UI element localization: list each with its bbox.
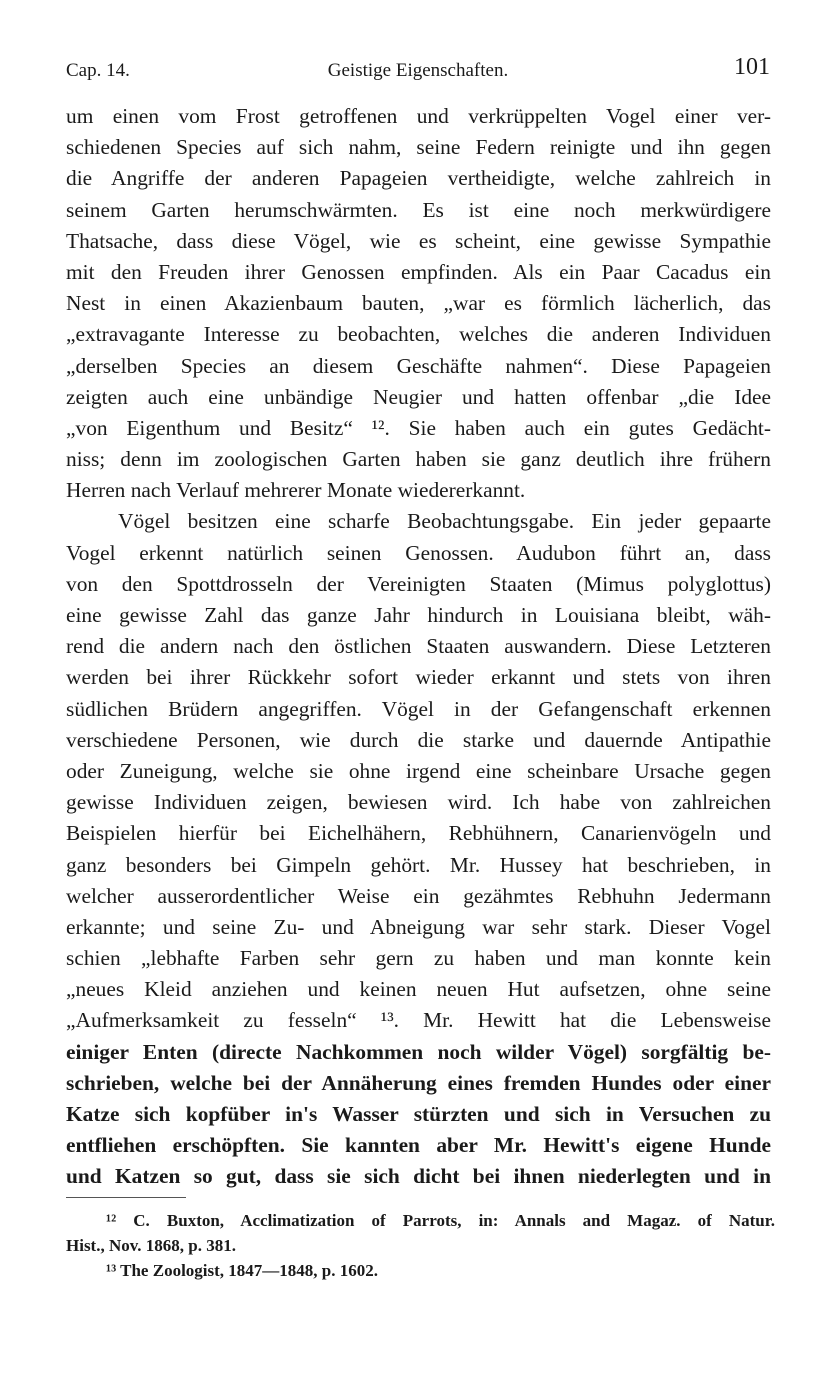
footnote-13: ¹³ The Zoologist, 1847—1848, p. 1602. [106,1261,378,1280]
text-line: Beispielen hierfür bei Eichelhähern, Rebhühnern, Canarienvögeln und [66,821,771,846]
text-line: und Katzen so gut, dass sie sich dicht bei ihnen niederlegten und in [66,1164,771,1189]
text-line: schien „lebhafte Farben sehr gern zu haben und man konnte kein [66,946,771,971]
text-line: zeigten auch eine unbändige Neugier und hatten offenbar „die Idee [66,384,771,409]
text-line: eine gewisse Zahl das ganze Jahr hindurch in Louisiana bleibt, wäh- [66,603,771,627]
chapter-label: Cap. 14. [66,60,130,81]
footnote-divider [66,1197,186,1198]
text-line: gewisse Individuen zeigen, bewiesen wird. Ich habe von zahlreichen [66,790,771,815]
footnotes [66,1208,775,1283]
text-line: Vögel besitzen eine scharfe Beobachtungsgabe. Ein jeder gepaarte [118,509,771,534]
text-line: mit den Freuden ihrer Genossen empfinden. Als ein Paar Cacadus ein [66,259,771,284]
text-line: oder Zuneigung, welche sie ohne irgend eine scheinbare Ursache gegen [66,758,771,783]
text-line: niss; denn im zoologischen Garten haben sie ganz deutlich ihre frühern [66,447,771,472]
text-line: schiedenen Species auf sich nahm, seine Federn reinigte und ihn gegen [66,135,771,160]
text-line: ganz besonders bei Gimpeln gehört. Mr. Hussey hat beschrieben, in [66,852,771,877]
text-line: erkannte; und seine Zu- und Abneigung war sehr stark. Dieser Vogel [66,914,771,939]
text-line: „Aufmerksamkeit zu fesseln“ ¹³. Mr. Hewitt hat die Lebensweise [66,1008,771,1033]
text-line: Katze sich kopfüber in's Wasser stürzten und sich in Versuchen zu [66,1102,771,1126]
running-title: Geistige Eigenschaften. [327,60,509,81]
footnote-12: ¹² C. Buxton, Acclimatization of Parrots, in: Annals and Magaz. of Natur. [106,1211,775,1230]
text-line: werden bei ihrer Rückkehr sofort wieder erkannt und stets von ihren [66,665,771,690]
text-line: „derselben Species an diesem Geschäfte nahmen“. Diese Papageien [66,353,771,378]
footnote-12-continued: Hist., Nov. 1868, p. 381. [66,1236,237,1255]
text-line: welcher ausserordentlicher Weise ein gezähmtes Rebhuhn Jedermann [66,883,771,908]
text-line: „neues Kleid anziehen und keinen neuen Hut aufsetzen, ohne seine [66,977,771,1002]
text-line: schrieben, welche bei der Annäherung eines fremden Hundes oder einer [66,1070,771,1095]
text-line: Nest in einen Akazienbaum bauten, „war es förmlich lächerlich, das [66,291,771,316]
text-line: Thatsache, dass diese Vögel, wie es scheint, eine gewisse Sympathie [66,228,771,253]
text-line: um einen vom Frost getroffenen und verkrüppelten Vogel einer ver- [66,104,771,128]
text-line: von den Spottdrosseln der Vereinigten Staaten (Mimus polyglottus) [66,571,771,596]
text-line: rend die andern nach den östlichen Staaten auswandern. Diese Letzteren [66,634,771,659]
text-line: die Angriffe der anderen Papageien vertheidigte, welche zahlreich in [66,166,771,191]
page-number: 101 [734,54,770,80]
text-line: „extravagante Interesse zu beobachten, welches die anderen Individuen [66,322,771,347]
text-line: verschiedene Personen, wie durch die starke und dauernde Antipathie [66,727,771,752]
text-line: einiger Enten (directe Nachkommen noch wilder Vögel) sorgfältig be- [66,1039,771,1064]
body-text [66,101,771,1193]
text-line: Vogel erkennt natürlich seinen Genossen. Audubon führt an, dass [66,540,771,565]
text-line: seinem Garten herumschwärmten. Es ist eine noch merkwürdigere [66,197,771,222]
text-line: Herren nach Verlauf mehrerer Monate wiedererkannt. [66,478,526,503]
text-line: entfliehen erschöpften. Sie kannten aber Mr. Hewitt's eigene Hunde [66,1133,771,1158]
text-line: südlichen Brüdern angegriffen. Vögel in der Gefangenschaft erkennen [66,696,771,721]
text-line: „von Eigenthum und Besitz“ ¹². Sie haben auch ein gutes Gedächt- [66,415,771,440]
running-header [66,52,770,86]
